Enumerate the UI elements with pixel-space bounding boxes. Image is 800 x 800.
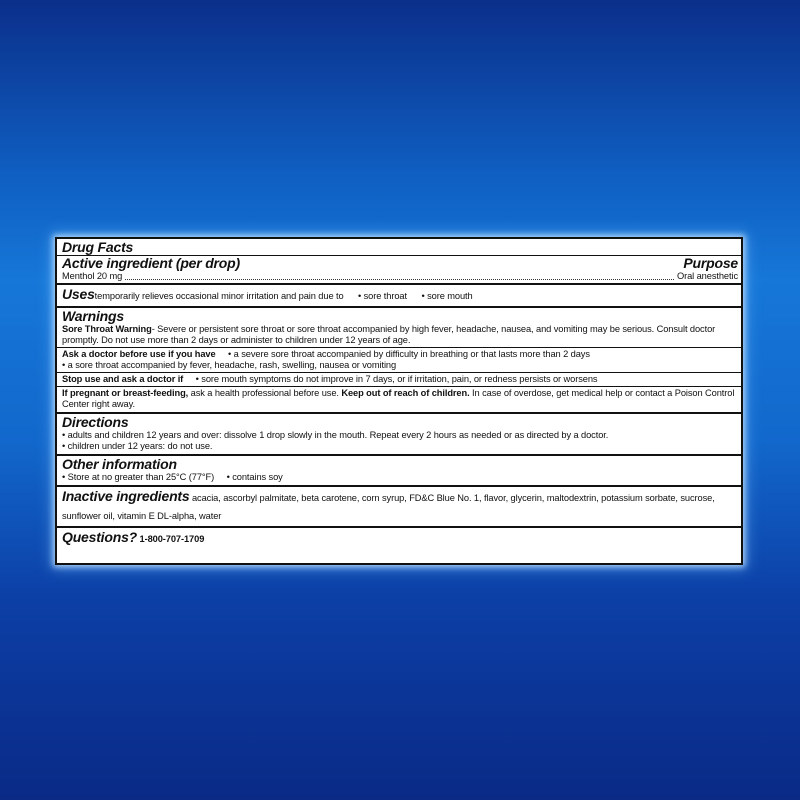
- inactive-ingredients-heading: Inactive ingredients: [62, 488, 190, 504]
- drug-facts-title: Drug Facts: [62, 239, 134, 255]
- uses-heading: Uses: [62, 286, 95, 302]
- active-ingredient-value: Menthol 20 mg: [62, 271, 123, 281]
- warnings-heading: Warnings: [62, 308, 124, 324]
- other-information-section: [57, 454, 741, 485]
- purpose-value: Oral anesthetic: [676, 271, 738, 281]
- pregnancy-text: ask a health professional before use.: [188, 388, 342, 398]
- warnings-section: [57, 306, 741, 347]
- inactive-ingredients-section: [57, 485, 741, 526]
- sore-throat-warning-label: Sore Throat Warning: [62, 324, 152, 334]
- other-bullet-soy: • contains soy: [226, 472, 283, 482]
- directions-bullet-adults: • adults and children 12 years and over: dissolve 1 drop slowly in the mouth. Repeat every 2 hours as needed or as directed by a doctor.: [62, 430, 609, 440]
- stop-use-section: [57, 372, 741, 386]
- sore-throat-warning: [62, 324, 738, 346]
- other-bullet-storage: • Store at no greater than 25°C (77°F): [62, 472, 215, 482]
- uses-bullet-sore-mouth: • sore mouth: [421, 291, 473, 301]
- directions-section: [57, 412, 741, 454]
- ask-doctor-section: [57, 347, 741, 372]
- dot-leader: [125, 279, 674, 280]
- questions-heading: Questions?: [62, 529, 138, 545]
- purpose-heading: Purpose: [683, 255, 738, 271]
- ask-doctor-bullet-1: • a severe sore throat accompanied by difficulty in breathing or that lasts more than 2 days: [228, 349, 590, 359]
- directions-bullet-children: • children under 12 years: do not use.: [62, 441, 213, 451]
- pregnancy-section: [57, 386, 741, 412]
- sore-throat-warning-text: - Severe or persistent sore throat or sore throat accompanied by high fever, headache, nausea, and vomiting may be serious. Consult doctor promptly. Do not use more than 2 days or administer to children under 12 years of age.: [62, 324, 716, 345]
- pregnancy-label: If pregnant or breast-feeding,: [62, 388, 189, 398]
- uses-bullet-sore-throat: • sore throat: [358, 291, 407, 301]
- active-ingredient-section: [57, 255, 741, 283]
- questions-phone: 1-800-707-1709: [137, 534, 205, 544]
- stop-use-text: • sore mouth symptoms do not improve in 7 days, or if irritation, pain, or redness persists or worsens: [195, 374, 598, 384]
- uses-section: [57, 283, 741, 306]
- active-ingredient-heading: Active ingredient (per drop): [62, 255, 240, 271]
- ask-doctor-bullet-2: • a sore throat accompanied by fever, headache, rash, swelling, nausea or vomiting: [62, 360, 397, 370]
- directions-heading: Directions: [62, 414, 129, 430]
- other-information-heading: Other information: [62, 456, 177, 472]
- inactive-ingredients-text: acacia, ascorbyl palmitate, beta carotene, corn syrup, FD&C Blue No. 1, flavor, glycerin, maltodextrin, potassium sorbate, sucrose, sunflower oil, vitamin E DL-alpha, water: [62, 493, 715, 521]
- drug-facts-panel: [55, 237, 743, 565]
- stop-use-label: Stop use and ask a doctor if: [62, 374, 184, 384]
- uses-text: temporarily relieves occasional minor irritation and pain due to: [94, 291, 344, 301]
- keep-out-text: In case of overdose, get medical help or contact a Poison Control Center right away.: [62, 388, 735, 409]
- keep-out-label: Keep out of reach of children.: [341, 388, 470, 398]
- ask-doctor-label: Ask a doctor before use if you have: [62, 349, 216, 359]
- questions-section: [57, 526, 741, 548]
